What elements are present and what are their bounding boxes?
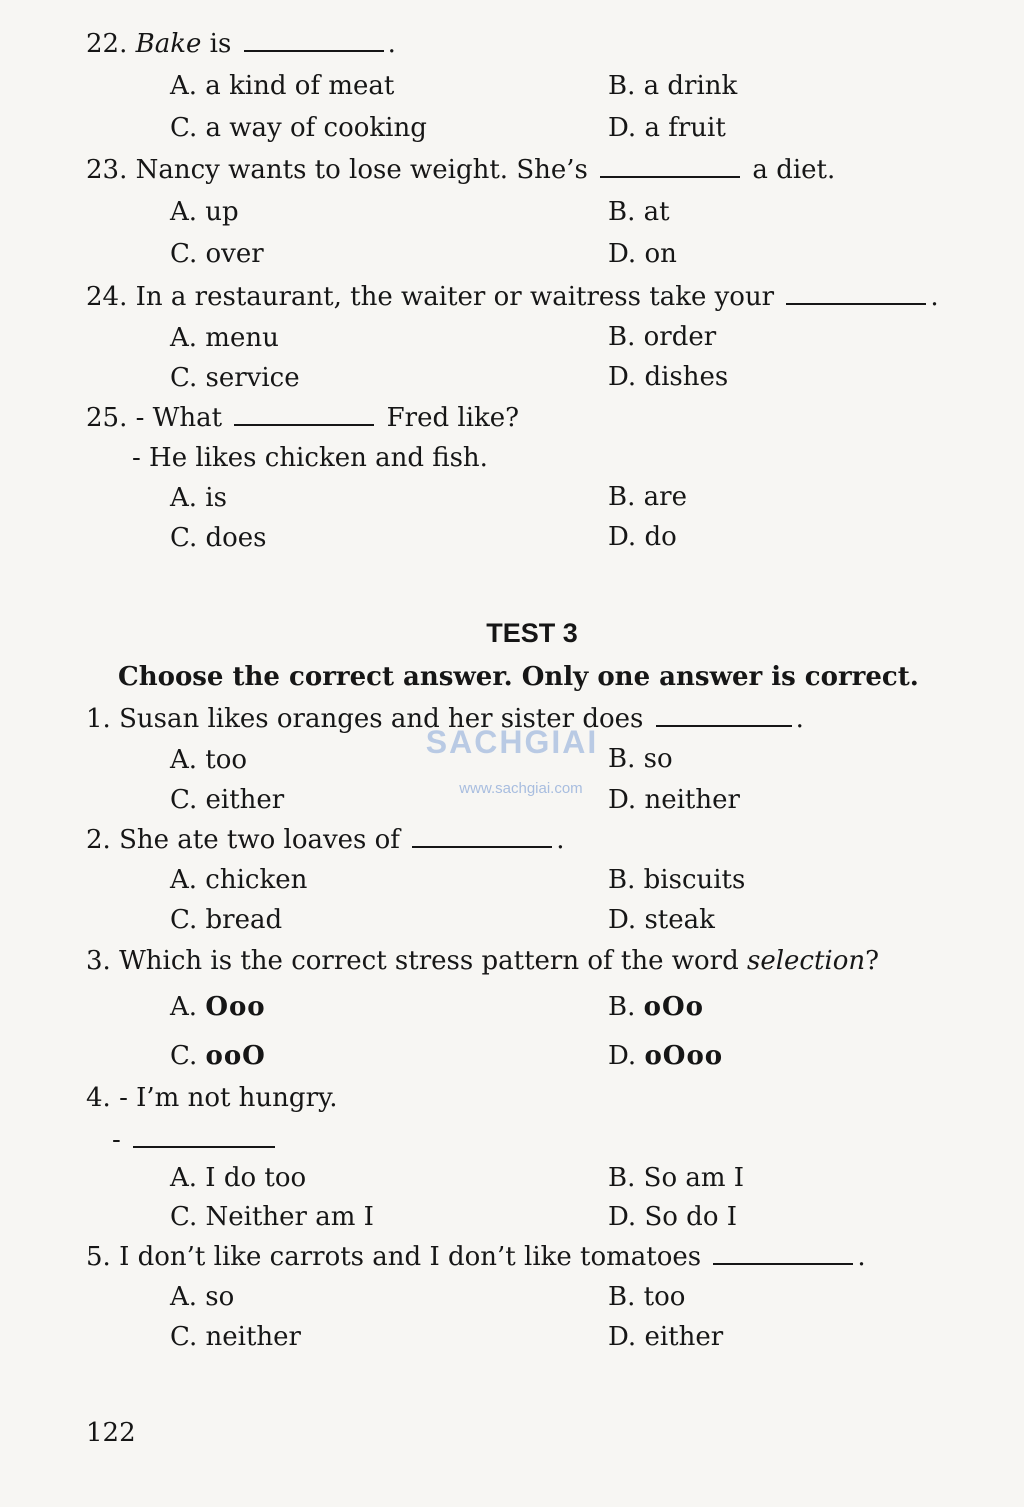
answer-blank bbox=[133, 1126, 275, 1148]
question-end: . bbox=[795, 704, 804, 734]
section-title: TEST 3 bbox=[486, 618, 578, 648]
watermark bbox=[412, 724, 612, 804]
section-instruction: Choose the correct answer. Only one answer is correct. bbox=[118, 662, 919, 692]
option-b: B. so bbox=[608, 744, 673, 774]
stress-pattern: Ooo bbox=[205, 992, 266, 1022]
option-a: A. so bbox=[170, 1282, 235, 1312]
option-letter: D. bbox=[608, 1041, 637, 1071]
page-number: 122 bbox=[86, 1418, 136, 1448]
question-24 bbox=[86, 281, 939, 313]
question-text: 25. - What bbox=[86, 403, 223, 433]
option-c: C. Neither am I bbox=[170, 1202, 374, 1232]
test3-question-2 bbox=[86, 824, 564, 856]
question-end: . bbox=[387, 29, 396, 59]
option-c: C. service bbox=[170, 363, 300, 393]
option-b: B. at bbox=[608, 197, 670, 227]
option-b bbox=[608, 991, 704, 1023]
test3-question-4: 4. - I’m not hungry. bbox=[86, 1083, 338, 1113]
option-b: B. are bbox=[608, 482, 687, 512]
option-d: D. either bbox=[608, 1322, 724, 1352]
question-25 bbox=[86, 402, 519, 434]
answer-blank bbox=[713, 1243, 853, 1265]
question-23 bbox=[86, 154, 835, 186]
option-c: C. bread bbox=[170, 905, 283, 935]
option-a: A. menu bbox=[170, 323, 279, 353]
option-a: A. a kind of meat bbox=[170, 71, 395, 101]
test3-question-3 bbox=[86, 945, 879, 977]
answer-blank bbox=[412, 826, 552, 848]
option-d: D. neither bbox=[608, 785, 740, 815]
question-text: is bbox=[209, 29, 232, 59]
stress-pattern: ooO bbox=[205, 1041, 266, 1071]
question-keyword: Bake bbox=[135, 29, 202, 59]
question-text: 2. She ate two loaves of bbox=[86, 825, 400, 855]
question-end: Fred like? bbox=[386, 403, 520, 433]
stress-pattern: oOo bbox=[643, 992, 704, 1022]
option-d bbox=[608, 1040, 723, 1072]
question-text: 3. Which is the correct stress pattern of the word bbox=[86, 946, 739, 976]
watermark-logo: SACHGIAI bbox=[425, 724, 599, 760]
answer-blank bbox=[786, 283, 926, 305]
option-d: D. a fruit bbox=[608, 113, 726, 143]
question-text: 1. Susan likes oranges and her sister does bbox=[86, 704, 644, 734]
option-a: A. is bbox=[170, 483, 227, 513]
option-letter: C. bbox=[170, 1041, 198, 1071]
option-c: C. neither bbox=[170, 1322, 301, 1352]
option-c: C. does bbox=[170, 523, 267, 553]
option-b: B. So am I bbox=[608, 1163, 745, 1193]
option-c: C. a way of cooking bbox=[170, 113, 427, 143]
option-d: D. dishes bbox=[608, 362, 729, 392]
option-a: A. up bbox=[170, 197, 239, 227]
question-end: . bbox=[930, 282, 939, 312]
stress-pattern: oOoo bbox=[644, 1041, 724, 1071]
question-text: 23. Nancy wants to lose weight. She’s bbox=[86, 155, 588, 185]
question-end: . bbox=[857, 1242, 866, 1272]
answer-blank bbox=[600, 156, 740, 178]
question-number: 22. bbox=[86, 29, 128, 59]
question-text: 5. I don’t like carrots and I don’t like tomatoes bbox=[86, 1242, 702, 1272]
option-d: D. on bbox=[608, 239, 677, 269]
dialogue-reply-blank bbox=[112, 1124, 279, 1156]
answer-blank bbox=[656, 705, 792, 727]
question-22 bbox=[86, 28, 396, 60]
option-c bbox=[170, 1040, 266, 1072]
test3-question-5 bbox=[86, 1241, 866, 1273]
question-text: 24. In a restaurant, the waiter or waitress take your bbox=[86, 282, 775, 312]
option-a: A. I do too bbox=[170, 1163, 307, 1193]
question-end: . bbox=[556, 825, 565, 855]
question-end: a diet. bbox=[752, 155, 836, 185]
option-d: D. do bbox=[608, 522, 677, 552]
option-b: B. order bbox=[608, 322, 717, 352]
question-keyword: selection bbox=[746, 946, 866, 976]
dialogue-reply: - He likes chicken and fish. bbox=[132, 443, 488, 473]
option-b: B. biscuits bbox=[608, 865, 746, 895]
test3-question-1 bbox=[86, 703, 804, 735]
option-b: B. a drink bbox=[608, 71, 738, 101]
answer-blank bbox=[244, 30, 384, 52]
option-a: A. chicken bbox=[170, 865, 308, 895]
option-d: D. So do I bbox=[608, 1202, 738, 1232]
answer-blank bbox=[234, 404, 374, 426]
option-a: A. too bbox=[170, 745, 248, 775]
dialogue-dash: - bbox=[112, 1125, 121, 1155]
watermark-url: www.sachgiai.com bbox=[459, 780, 583, 797]
option-letter: B. bbox=[608, 992, 636, 1022]
option-c: C. over bbox=[170, 239, 264, 269]
option-d: D. steak bbox=[608, 905, 715, 935]
question-end: ? bbox=[865, 946, 880, 976]
option-c: C. either bbox=[170, 785, 285, 815]
option-a bbox=[170, 991, 266, 1023]
option-b: B. too bbox=[608, 1282, 686, 1312]
option-letter: A. bbox=[170, 992, 198, 1022]
